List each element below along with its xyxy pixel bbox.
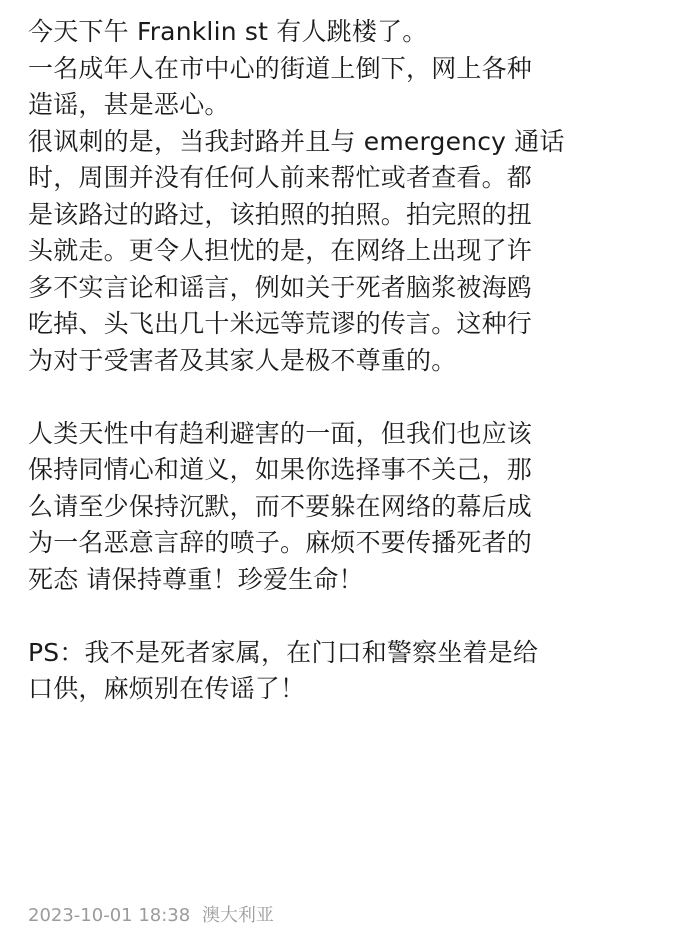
post-text-line: 人类天性中有趋利避害的一面，但我们也应该 bbox=[28, 418, 533, 448]
post-text-line: 么请至少保持沉默，而不要躲在网络的幕后成 bbox=[28, 491, 533, 521]
post-location: 澳大利亚 bbox=[201, 905, 274, 926]
post-text-line: PS：我不是死者家属，在门口和警察坐着是给 bbox=[28, 637, 539, 667]
post-text-line: 为一名恶意言辞的喷子。麻烦不要传播死者的 bbox=[28, 528, 533, 557]
post-text-line: 吃掉、头飞出几十米远等荒谬的传言。这种行 bbox=[28, 309, 533, 338]
post-text-line: 时，周围并没有任何人前来帮忙或者查看。都 bbox=[28, 163, 533, 192]
post-text-line: 头就走。更令人担忧的是，在网络上出现了许 bbox=[28, 236, 533, 265]
post-text-line: 多不实言论和谣言，例如关于死者脑浆被海鸥 bbox=[28, 272, 533, 302]
post-text-line: 为对于受害者及其家人是极不尊重的。 bbox=[28, 345, 457, 375]
post-text-line: 口供，麻烦别在传谣了！ bbox=[28, 674, 306, 703]
post-body bbox=[28, 14, 668, 708]
paragraph-spacer bbox=[28, 598, 668, 635]
post-text-line: 保持同情心和道义，如果你选择事不关己，那 bbox=[28, 455, 533, 484]
paragraph-spacer bbox=[28, 379, 668, 416]
post-text-line: 造谣，甚是恶心。 bbox=[28, 90, 230, 119]
post-meta bbox=[28, 903, 274, 929]
post-text-line: 很讽刺的是，当我封路并且与 emergency 通话 bbox=[28, 126, 565, 156]
post-text-line: 是该路过的路过，该拍照的拍照。拍完照的扭 bbox=[28, 199, 533, 229]
post-text-line: 今天下午 Franklin st 有人跳楼了。 bbox=[28, 17, 428, 46]
post-text-line: 死态 请保持尊重！珍爱生命！ bbox=[28, 564, 364, 594]
post-text-line: 一名成年人在市中心的街道上倒下，网上各种 bbox=[28, 53, 533, 83]
post-timestamp: 2023-10-01 18:38 bbox=[28, 905, 191, 926]
